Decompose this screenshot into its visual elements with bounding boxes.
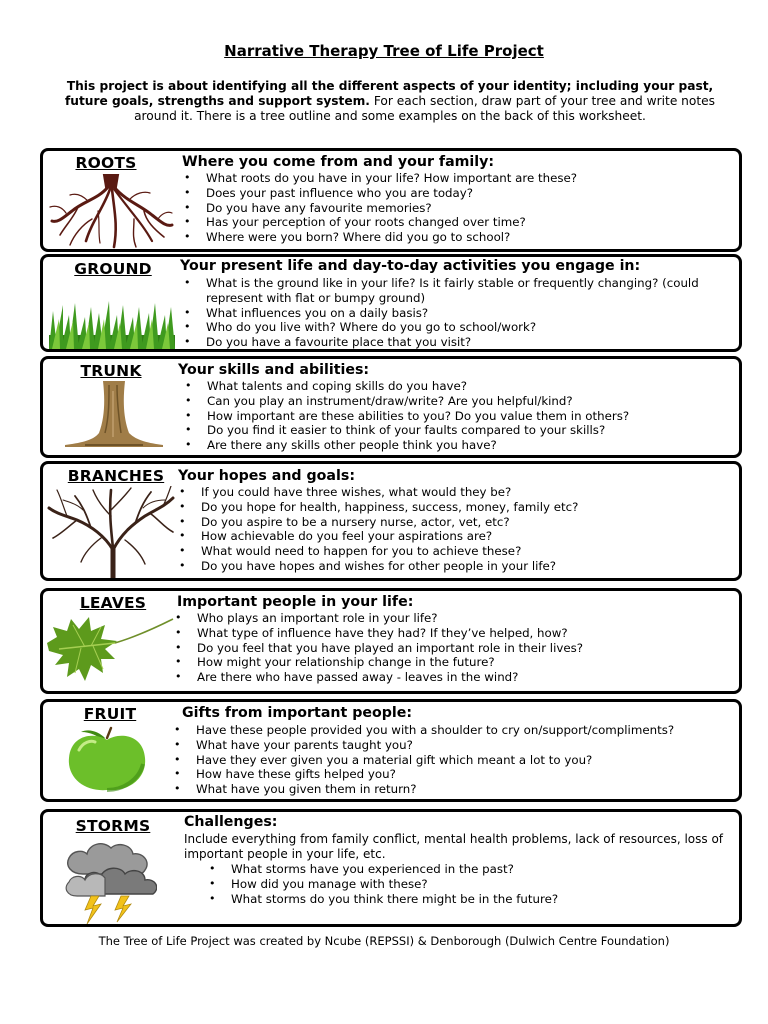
section-heading: Your present life and day-to-day activities you engage in: [180,258,641,274]
section-leaves [40,588,742,694]
section-title: GROUND [74,260,152,278]
list-item: • What storms have you experienced in the past? [207,862,558,877]
list-item: • How achievable do you feel your aspirations are? [177,529,578,544]
section-heading: Your hopes and goals: [178,468,355,484]
section-title: TRUNK [80,362,142,380]
section-heading: Gifts from important people: [182,705,413,721]
storm-cloud-icon [61,840,157,924]
list-item: • Do you hope for health, happiness, success, money, family etc? [177,500,578,515]
list-item: • Can you play an instrument/draw/write? Are you helpful/kind? [183,394,629,409]
list-item: • Are there who have passed away - leaves in the wind? [173,670,583,685]
apple-icon [65,726,149,792]
list-item: • How have these gifts helped you? [172,767,674,782]
section-trunk [40,356,742,458]
list-item: • What type of influence have they had? If they’ve helped, how? [173,626,583,641]
grass-icon [49,301,175,349]
intro-normal: For each section, draw part of your tree and write notes around it. There is a tree outline and some examples on the back of this worksheet. [134,94,715,123]
list-item: • Do you have a favourite place that you visit? [182,335,730,350]
list-item: • Does your past influence who you are today? [182,186,577,201]
section-title: FRUIT [83,705,137,723]
list-item: • Do you aspire to be a nursery nurse, actor, vet, etc? [177,515,578,530]
section-title: LEAVES [79,594,147,612]
list-item: • Has your perception of your roots changed over time? [182,215,577,230]
list-item: • What have you given them in return? [172,782,674,797]
page-title: Narrative Therapy Tree of Life Project [224,42,544,60]
leaf-icon [45,613,175,691]
roots-icon [48,171,174,251]
trunk-icon [65,381,165,451]
section-branches [40,461,742,581]
list-item: • Do you feel that you have played an important role in their lives? [173,641,583,656]
section-title: STORMS [75,817,151,835]
section-storms [40,809,742,927]
list-item: • What is the ground like in your life? Is it fairly stable or frequently changing? (could represent with flat or bumpy ground) [182,276,730,306]
list-item: • How might your relationship change in the future? [173,655,583,670]
intro-bold: This project is about identifying all the different aspects of your identity; including your past, future goals, strengths and support system. [64,79,714,108]
section-description: Include everything from family conflict, mental health problems, lack of resources, loss of important people in your life, etc. [184,832,724,861]
question-list [182,171,577,245]
list-item: • If you could have three wishes, what would they be? [177,485,578,500]
section-roots [40,148,742,252]
section-heading: Challenges: [184,814,278,830]
section-title: BRANCHES [67,467,165,485]
list-item: • What roots do you have in your life? How important are these? [182,171,577,186]
list-item: • How did you manage with these? [207,877,558,892]
list-item: • Where were you born? Where did you go to school? [182,230,577,245]
footer-credit: The Tree of Life Project was created by Ncube (REPSSI) & Denborough (Dulwich Centre Foundation) [98,934,670,948]
question-list [173,611,583,685]
question-list [183,379,629,453]
list-item: • Who do you live with? Where do you go to school/work? [182,320,730,335]
section-heading: Your skills and abilities: [178,362,370,378]
section-ground [40,254,742,352]
list-item: • Do you find it easier to think of your faults compared to your skills? [183,423,629,438]
list-item: • What influences you on a daily basis? [182,306,730,321]
list-item: • What would need to happen for you to achieve these? [177,544,578,559]
question-list [177,485,578,574]
question-list [172,723,674,797]
list-item: • How important are these abilities to you? Do you value them in others? [183,409,629,424]
section-fruit [40,699,742,802]
section-heading: Important people in your life: [177,594,414,610]
list-item: • Who plays an important role in your life? [173,611,583,626]
list-item: • What have your parents taught you? [172,738,674,753]
branches-icon [47,486,175,578]
list-item: • What storms do you think there might be in the future? [207,892,558,907]
section-heading: Where you come from and your family: [182,154,495,170]
question-list [182,276,730,350]
list-item: • Have they ever given you a material gift which meant a lot to you? [172,753,674,768]
list-item: • Are there any skills other people think you have? [183,438,629,453]
list-item: • What talents and coping skills do you have? [183,379,629,394]
question-list [207,862,558,906]
list-item: • Do you have any favourite memories? [182,201,577,216]
list-item: • Do you have hopes and wishes for other people in your life? [177,559,578,574]
list-item: • Have these people provided you with a shoulder to cry on/support/compliments? [172,723,674,738]
section-title: ROOTS [75,154,137,172]
intro-paragraph [60,79,720,124]
